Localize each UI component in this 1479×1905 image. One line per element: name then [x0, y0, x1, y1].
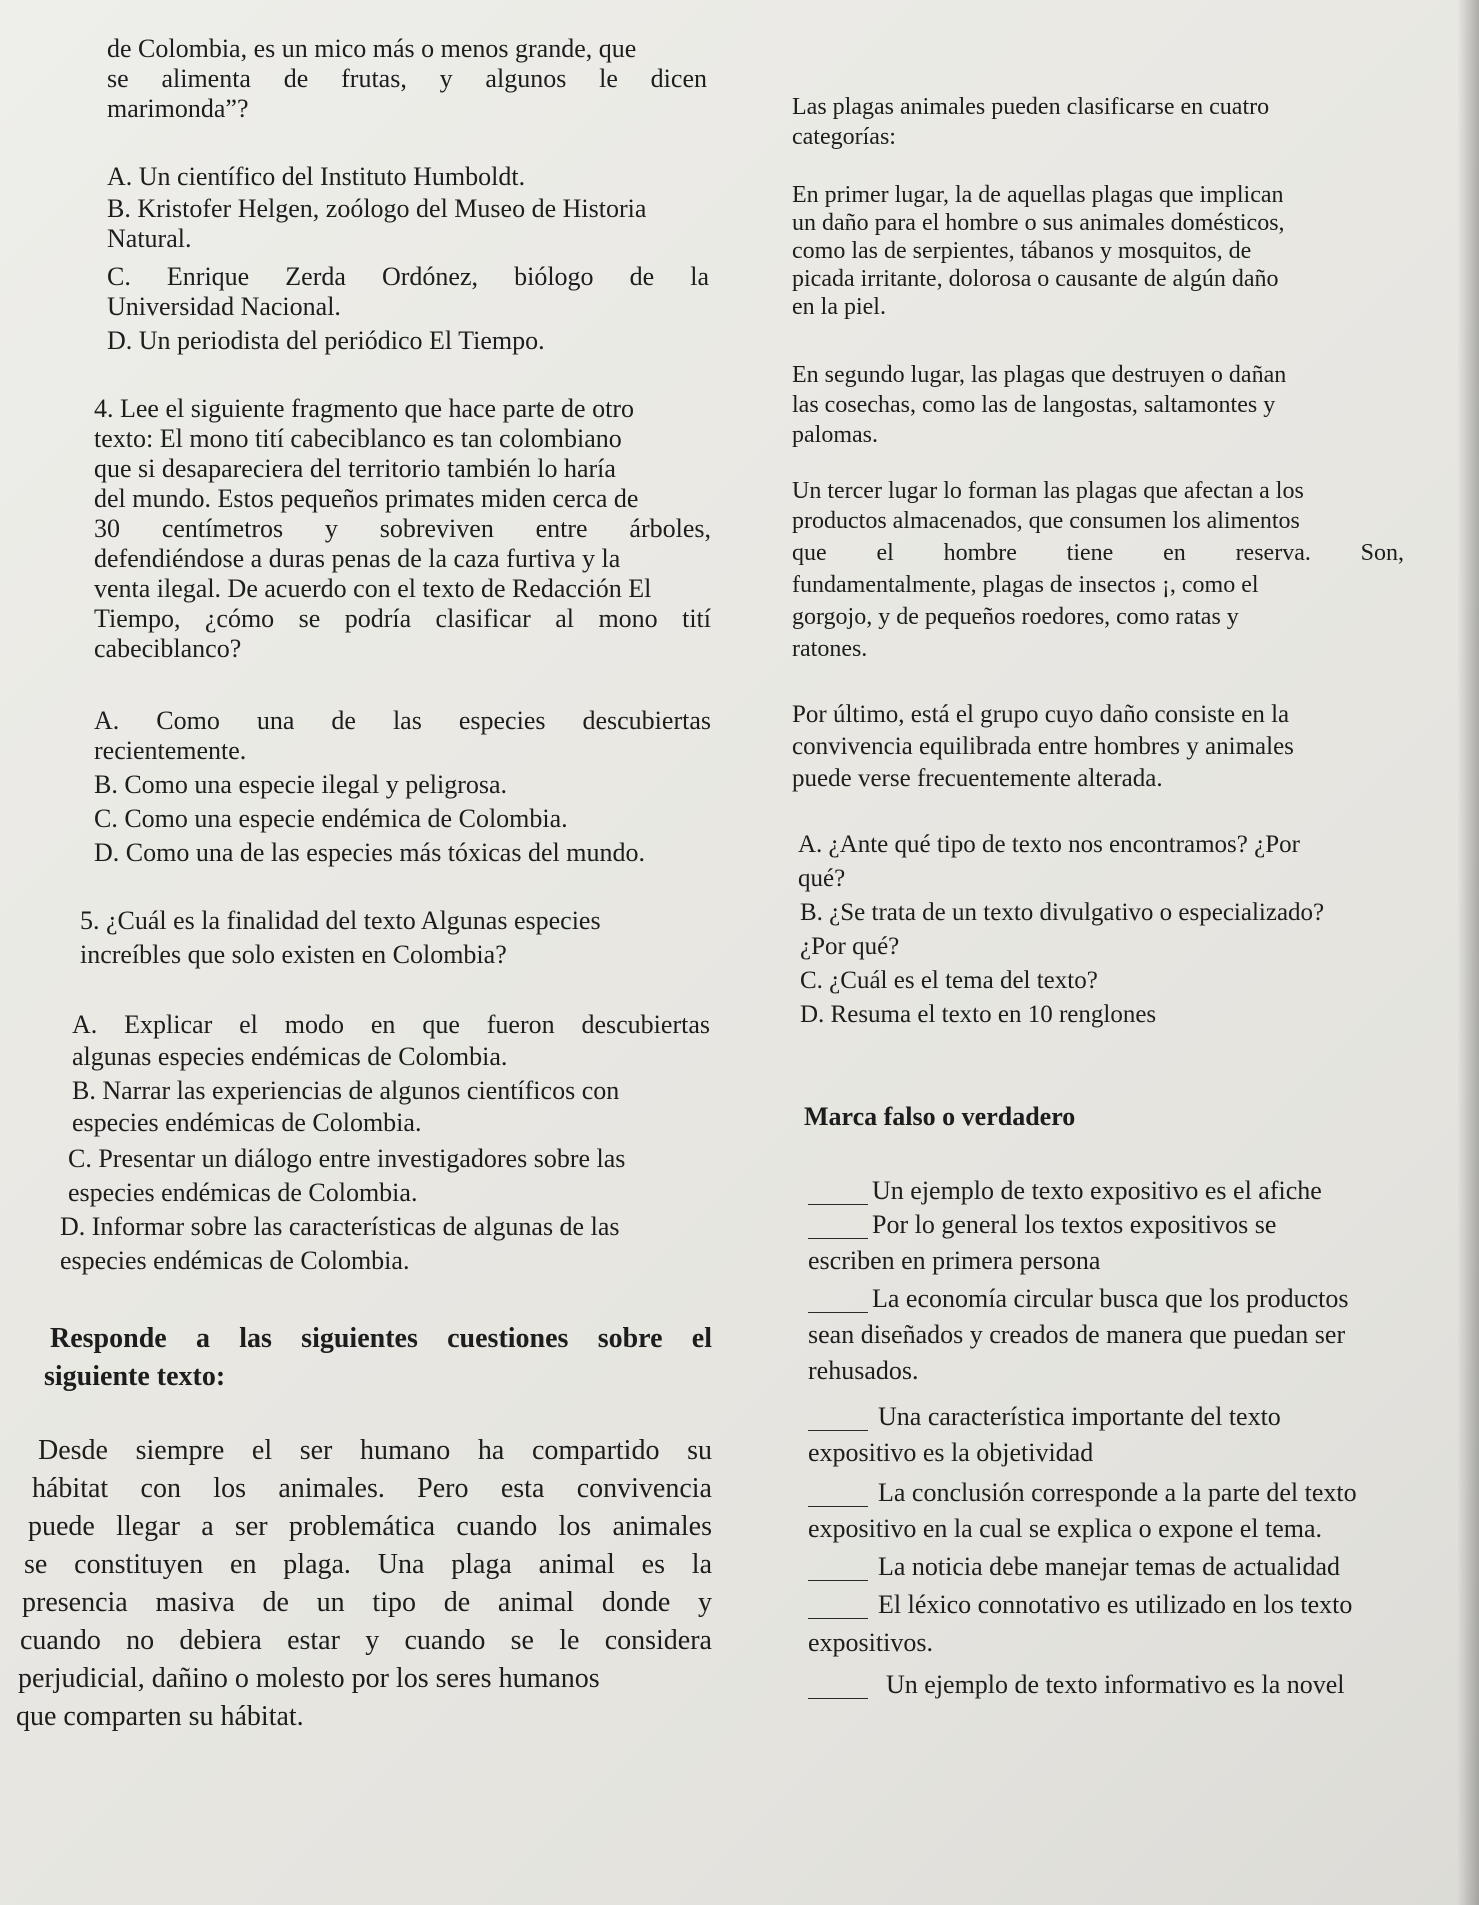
true-false-statement: El léxico connotativo es utilizado en los texto — [878, 1590, 1353, 1619]
question-5-option: algunas especies endémicas de Colombia. — [72, 1042, 508, 1071]
question-5-option: A. Explicar el modo en que fueron descubiertas — [72, 1010, 710, 1039]
question-5-option: C. Presentar un diálogo entre investigadores sobre las — [68, 1144, 626, 1173]
passage-paragraph-1: categorías: — [792, 124, 896, 150]
true-false-statement: expositivo es la objetividad — [808, 1438, 1094, 1467]
question-3-line: marimonda”? — [107, 94, 249, 123]
question-3-option: C. Enrique Zerda Ordónez, biólogo de la — [107, 262, 709, 291]
question-3-option: B. Kristofer Helgen, zoólogo del Museo de Historia — [107, 194, 647, 223]
true-false-statement: Por lo general los textos expositivos se — [872, 1210, 1277, 1239]
question-4-option: D. Como una de las especies más tóxicas del mundo. — [94, 838, 645, 867]
question-3-line: de Colombia, es un mico más o menos grande, que — [107, 34, 637, 63]
passage-line: Desde siempre el ser humano ha compartido su — [38, 1435, 712, 1466]
question-4-line: cabeciblanco? — [94, 634, 242, 663]
passage-paragraph-5: Por último, está el grupo cuyo daño consiste en la — [792, 701, 1290, 728]
passage-paragraph-2: En primer lugar, la de aquellas plagas que implican — [792, 182, 1284, 208]
question-5-line: 5. ¿Cuál es la finalidad del texto Algunas especies — [80, 906, 601, 935]
true-false-statement: rehusados. — [808, 1356, 919, 1385]
answer-blank[interactable] — [808, 1430, 868, 1431]
question-c: C. ¿Cuál es el tema del texto? — [800, 967, 1098, 994]
passage-paragraph-2: un daño para el hombre o sus animales domésticos, — [792, 210, 1285, 236]
question-a: qué? — [798, 865, 846, 892]
question-4-option: C. Como una especie endémica de Colombia. — [94, 804, 568, 833]
passage-line: perjudicial, dañino o molesto por los seres humanos — [18, 1663, 600, 1694]
passage-paragraph-4: Un tercer lugar lo forman las plagas que afectan a los — [792, 478, 1304, 504]
passage-paragraph-3: En segundo lugar, las plagas que destruyen o dañan — [792, 362, 1287, 388]
question-5-line: increíbles que solo existen en Colombia? — [80, 940, 507, 969]
question-5-option: especies endémicas de Colombia. — [60, 1246, 410, 1275]
true-false-statement: La conclusión corresponde a la parte del texto — [878, 1478, 1357, 1507]
question-4-line: 30 centímetros y sobreviven entre árboles, — [94, 514, 711, 543]
passage-paragraph-2: en la piel. — [792, 294, 886, 320]
passage-paragraph-4: gorgojo, y de pequeños roedores, como ratas y — [792, 604, 1239, 630]
answer-blank[interactable] — [808, 1312, 868, 1313]
question-4-line: defendiéndose a duras penas de la caza furtiva y la — [94, 544, 621, 573]
question-a: A. ¿Ante qué tipo de texto nos encontramos? ¿Por — [798, 831, 1300, 858]
answer-blank[interactable] — [808, 1580, 868, 1581]
question-4-option: A. Como una de las especies descubiertas — [94, 706, 711, 735]
true-false-statement: sean diseñados y creados de manera que puedan ser — [808, 1320, 1346, 1349]
passage-line: puede llegar a ser problemática cuando los animales — [28, 1511, 712, 1542]
passage-paragraph-3: las cosechas, como las de langostas, saltamontes y — [792, 392, 1276, 418]
true-false-statement: Un ejemplo de texto informativo es la novel — [886, 1670, 1345, 1699]
question-d: D. Resuma el texto en 10 renglones — [800, 1001, 1157, 1028]
passage-paragraph-5: puede verse frecuentemente alterada. — [792, 765, 1163, 792]
answer-blank[interactable] — [808, 1204, 868, 1205]
passage-paragraph-4: que el hombre tiene en reserva. Son, — [792, 540, 1404, 566]
question-5-option: D. Informar sobre las características de algunas de las — [60, 1212, 620, 1241]
passage-line: presencia masiva de un tipo de animal donde y — [22, 1587, 712, 1618]
answer-blank[interactable] — [808, 1698, 868, 1699]
question-4-line: del mundo. Estos pequeños primates miden cerca de — [94, 484, 639, 513]
question-4-option: B. Como una especie ilegal y peligrosa. — [94, 770, 508, 799]
true-false-statement: Una característica importante del texto — [878, 1402, 1281, 1431]
question-3-option: Universidad Nacional. — [107, 292, 341, 321]
passage-paragraph-1: Las plagas animales pueden clasificarse en cuatro — [792, 94, 1270, 120]
true-false-statement: escriben en primera persona — [808, 1246, 1101, 1275]
passage-paragraph-2: como las de serpientes, tábanos y mosquitos, de — [792, 238, 1252, 264]
passage-paragraph-4: productos almacenados, que consumen los alimentos — [792, 508, 1300, 534]
question-4-line: que si desapareciera del territorio también lo haría — [94, 454, 616, 483]
question-3-line: se alimenta de frutas, y algunos le dicen — [107, 64, 707, 93]
passage-line: hábitat con los animales. Pero esta convivencia — [32, 1473, 712, 1504]
true-false-statement: Un ejemplo de texto expositivo es el afiche — [872, 1176, 1322, 1205]
passage-line: se constituyen en plaga. Una plaga animal es la — [24, 1549, 712, 1580]
answer-blank[interactable] — [808, 1238, 868, 1239]
question-4-line: texto: El mono tití cabeciblanco es tan colombiano — [94, 424, 622, 453]
question-4-line: venta ilegal. De acuerdo con el texto de Redacción El — [94, 574, 652, 603]
passage-paragraph-5: convivencia equilibrada entre hombres y animales — [792, 733, 1294, 760]
answer-blank[interactable] — [808, 1618, 868, 1619]
question-4-line: 4. Lee el siguiente fragmento que hace parte de otro — [94, 394, 634, 423]
instruction-heading: siguiente texto: — [44, 1361, 226, 1392]
question-b: B. ¿Se trata de un texto divulgativo o especializado? — [800, 899, 1325, 926]
true-false-statement: expositivo en la cual se explica o expone el tema. — [808, 1514, 1323, 1543]
instruction-heading: Responde a las siguientes cuestiones sobre el — [50, 1323, 712, 1354]
true-false-title: Marca falso o verdadero — [804, 1102, 1076, 1131]
answer-blank[interactable] — [808, 1506, 868, 1507]
passage-paragraph-4: ratones. — [792, 636, 868, 662]
question-3-option: A. Un científico del Instituto Humboldt. — [107, 162, 526, 191]
passage-paragraph-4: fundamentalmente, plagas de insectos ¡, como el — [792, 572, 1259, 598]
question-5-option: B. Narrar las experiencias de algunos científicos con — [72, 1076, 620, 1105]
question-5-option: especies endémicas de Colombia. — [68, 1178, 418, 1207]
question-5-option: especies endémicas de Colombia. — [72, 1108, 422, 1137]
page-edge-shadow — [1457, 0, 1479, 1905]
true-false-statement: La noticia debe manejar temas de actualidad — [878, 1552, 1340, 1581]
passage-paragraph-3: palomas. — [792, 422, 878, 448]
question-3-option: Natural. — [107, 224, 192, 253]
question-4-option: recientemente. — [94, 736, 247, 765]
passage-paragraph-2: picada irritante, dolorosa o causante de algún daño — [792, 266, 1279, 292]
passage-line: que comparten su hábitat. — [16, 1701, 304, 1732]
question-3-option: D. Un periodista del periódico El Tiempo. — [107, 326, 545, 355]
passage-line: cuando no debiera estar y cuando se le considera — [20, 1625, 712, 1656]
true-false-statement: La economía circular busca que los productos — [872, 1284, 1349, 1313]
question-4-line: Tiempo, ¿cómo se podría clasificar al mono tití — [94, 604, 711, 633]
true-false-statement: expositivos. — [808, 1628, 933, 1657]
question-b: ¿Por qué? — [800, 933, 900, 960]
